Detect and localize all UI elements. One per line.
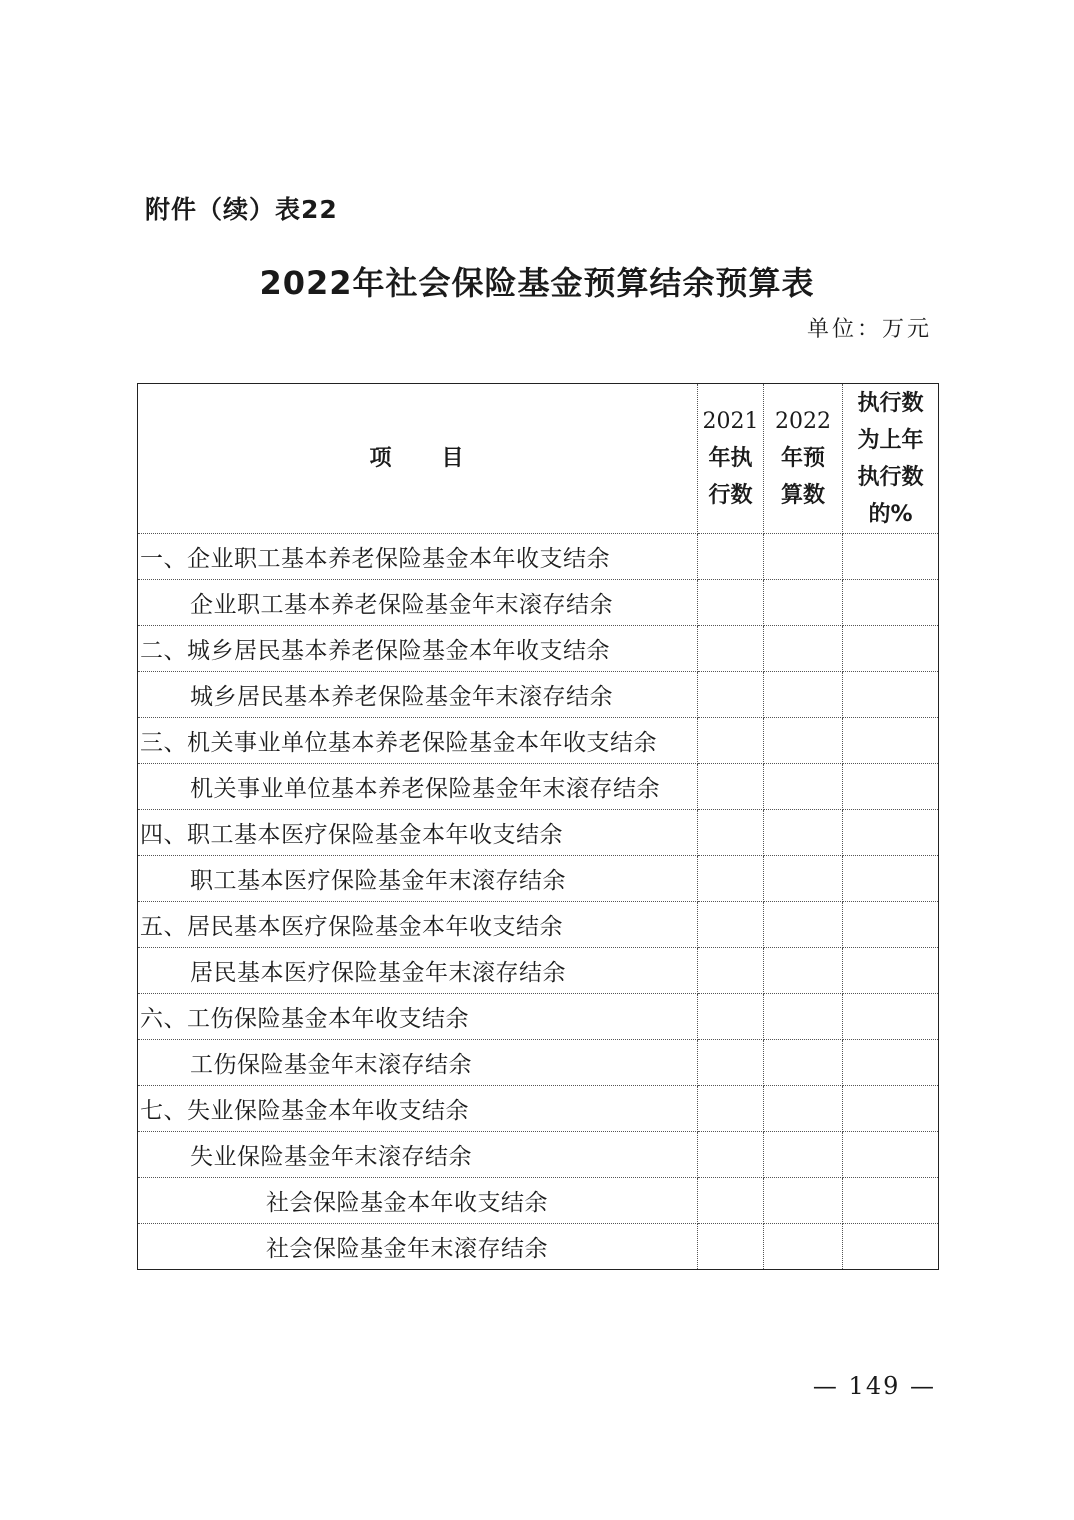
cell-exec-2021 (698, 1086, 764, 1132)
row-item-label: 城乡居民基本养老保险基金年末滚存结余 (138, 672, 698, 718)
column-header-exec-2021-year: 2021 (702, 409, 759, 434)
cell-budget-2022 (764, 902, 843, 948)
row-item-label: 五、居民基本医疗保险基金本年收支结余 (138, 902, 698, 948)
cell-exec-2021 (698, 1224, 764, 1270)
cell-exec-2021 (698, 580, 764, 626)
unit-label: 单位：万元 (806, 317, 932, 342)
row-item-label: 企业职工基本养老保险基金年末滚存结余 (138, 580, 698, 626)
cell-budget-2022 (764, 1040, 843, 1086)
cell-budget-2022 (764, 672, 843, 718)
table-body (138, 534, 939, 1270)
column-header-pct-line1: 执行数 (857, 390, 924, 416)
cell-pct (843, 626, 939, 672)
cell-budget-2022 (764, 764, 843, 810)
cell-pct (843, 810, 939, 856)
table-row (138, 902, 939, 948)
table-row (138, 810, 939, 856)
table-row (138, 1178, 939, 1224)
cell-budget-2022 (764, 718, 843, 764)
table-row (138, 580, 939, 626)
cell-budget-2022 (764, 1132, 843, 1178)
cell-exec-2021 (698, 902, 764, 948)
cell-exec-2021 (698, 1040, 764, 1086)
page-number: — 149 — (812, 1372, 936, 1400)
row-item-label: 职工基本医疗保险基金年末滚存结余 (138, 856, 698, 902)
cell-budget-2022 (764, 534, 843, 580)
column-header-budget-2022-year: 2022 (775, 409, 831, 434)
cell-pct (843, 902, 939, 948)
cell-pct (843, 994, 939, 1040)
budget-table (137, 383, 939, 1270)
row-item-label: 一、企业职工基本养老保险基金本年收支结余 (138, 534, 698, 580)
row-item-label: 七、失业保险基金本年收支结余 (138, 1086, 698, 1132)
column-header-item-right: 目 (441, 446, 466, 471)
cell-pct (843, 1132, 939, 1178)
cell-pct (843, 580, 939, 626)
column-header-pct (843, 384, 939, 534)
column-header-budget-2022-line2: 年预 (780, 446, 825, 471)
cell-pct (843, 672, 939, 718)
table-row (138, 994, 939, 1040)
row-item-label: 居民基本医疗保险基金年末滚存结余 (138, 948, 698, 994)
column-header-exec-2021 (698, 384, 764, 534)
cell-pct (843, 1086, 939, 1132)
cell-exec-2021 (698, 672, 764, 718)
cell-pct (843, 948, 939, 994)
cell-exec-2021 (698, 1132, 764, 1178)
row-item-label: 社会保险基金年末滚存结余 (138, 1224, 698, 1270)
row-item-label: 三、机关事业单位基本养老保险基金本年收支结余 (138, 718, 698, 764)
cell-budget-2022 (764, 1086, 843, 1132)
column-header-budget-2022-line3: 算数 (780, 483, 825, 508)
table-row (138, 1086, 939, 1132)
cell-exec-2021 (698, 856, 764, 902)
cell-pct (843, 718, 939, 764)
cell-exec-2021 (698, 1178, 764, 1224)
column-header-pct-line2: 为上年 (857, 427, 924, 453)
cell-pct (843, 1178, 939, 1224)
table-row (138, 534, 939, 580)
attachment-label: 附件（续）表22 (145, 195, 338, 224)
cell-budget-2022 (764, 626, 843, 672)
cell-exec-2021 (698, 718, 764, 764)
table-row (138, 948, 939, 994)
row-item-label: 四、职工基本医疗保险基金本年收支结余 (138, 810, 698, 856)
cell-exec-2021 (698, 764, 764, 810)
row-item-label: 二、城乡居民基本养老保险基金本年收支结余 (138, 626, 698, 672)
column-header-pct-line3: 执行数 (857, 464, 924, 490)
table-row (138, 718, 939, 764)
row-item-label: 社会保险基金本年收支结余 (138, 1178, 698, 1224)
table-row (138, 764, 939, 810)
table-row (138, 1224, 939, 1270)
table-row (138, 1040, 939, 1086)
cell-exec-2021 (698, 994, 764, 1040)
cell-budget-2022 (764, 810, 843, 856)
page-title: 2022年社会保险基金预算结余预算表 (259, 264, 815, 302)
cell-budget-2022 (764, 1178, 843, 1224)
column-header-exec-2021-line2: 年执 (708, 446, 753, 471)
table-row (138, 856, 939, 902)
table-row (138, 1132, 939, 1178)
cell-budget-2022 (764, 994, 843, 1040)
cell-budget-2022 (764, 1224, 843, 1270)
cell-exec-2021 (698, 810, 764, 856)
cell-exec-2021 (698, 626, 764, 672)
column-header-pct-line4: 的% (868, 501, 913, 527)
cell-exec-2021 (698, 948, 764, 994)
cell-pct (843, 1224, 939, 1270)
table-row (138, 672, 939, 718)
table-row (138, 626, 939, 672)
row-item-label: 工伤保险基金年末滚存结余 (138, 1040, 698, 1086)
cell-pct (843, 534, 939, 580)
column-header-item-left: 项 (369, 446, 394, 471)
cell-budget-2022 (764, 580, 843, 626)
row-item-label: 六、工伤保险基金本年收支结余 (138, 994, 698, 1040)
row-item-label: 失业保险基金年末滚存结余 (138, 1132, 698, 1178)
cell-budget-2022 (764, 948, 843, 994)
column-header-budget-2022 (764, 384, 843, 534)
cell-exec-2021 (698, 534, 764, 580)
column-header-item (138, 384, 698, 534)
cell-pct (843, 856, 939, 902)
cell-pct (843, 764, 939, 810)
cell-pct (843, 1040, 939, 1086)
column-header-exec-2021-line3: 行数 (708, 483, 753, 508)
cell-budget-2022 (764, 856, 843, 902)
table-header-row (138, 384, 939, 534)
row-item-label: 机关事业单位基本养老保险基金年末滚存结余 (138, 764, 698, 810)
